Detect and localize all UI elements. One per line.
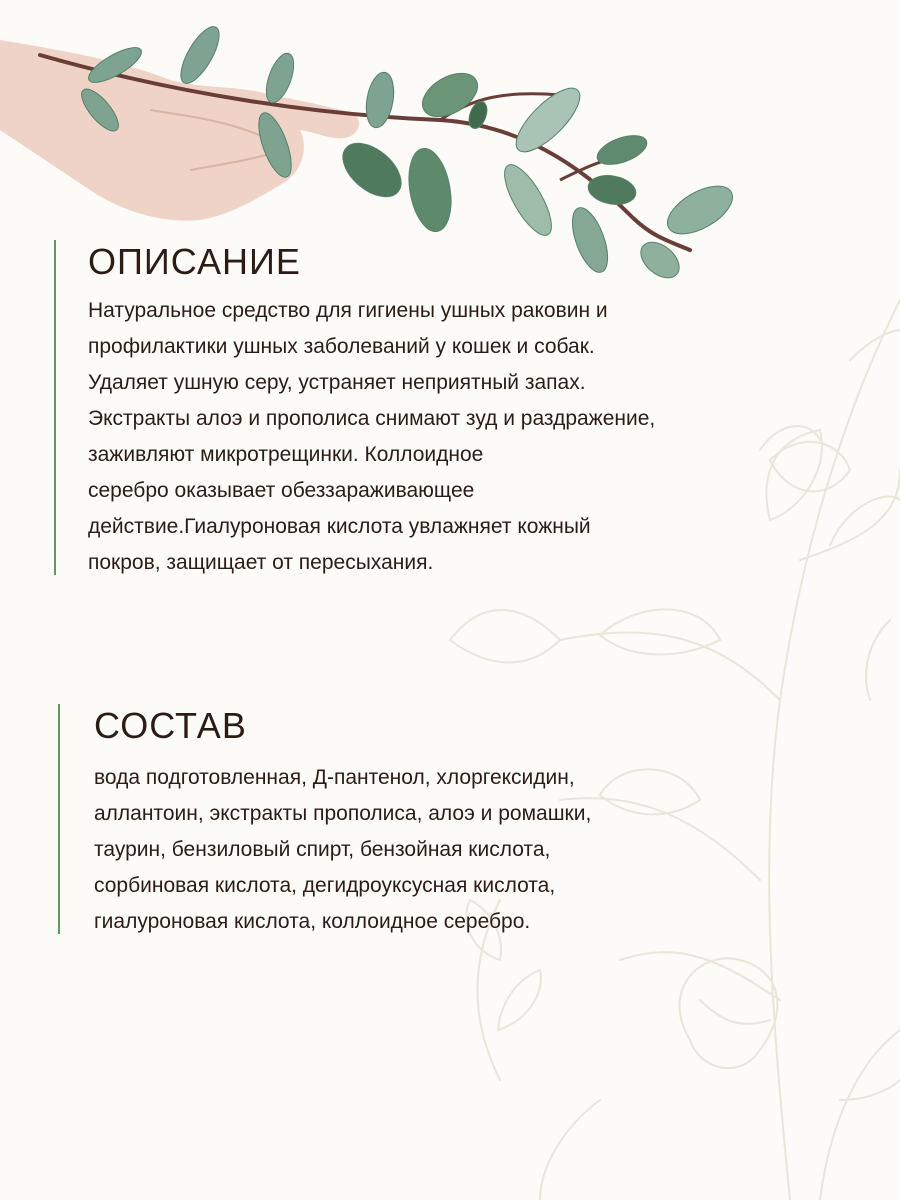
composition-line: сорбиновая кислота, дегидроуксусная кислота, (94, 874, 556, 897)
description-line: профилактики ушных заболеваний у кошек и собак. (88, 335, 595, 358)
composition-text (94, 760, 874, 940)
composition-accent-line (58, 704, 60, 934)
composition-line: гиалуроновая кислота, коллоидное серебро. (94, 910, 531, 933)
description-line: серебро оказывает обеззараживающее (88, 479, 475, 502)
description-line: Удаляет ушную серу, устраняет неприятный запах. (88, 371, 586, 394)
composition-line: аллантоин, экстракты прополиса, алоэ и ромашки, (94, 802, 592, 825)
composition-line: вода подготовленная, Д-пантенол, хлоргексидин, (94, 766, 575, 789)
description-line: Натуральное средство для гигиены ушных раковин и (88, 299, 608, 322)
description-text (88, 293, 878, 581)
composition-heading: СОСТАВ (94, 705, 247, 746)
description-line: заживляют микротрещинки. Коллоидное (88, 443, 484, 466)
description-heading: ОПИСАНИЕ (88, 241, 301, 282)
composition-section (94, 704, 874, 940)
description-accent-line (54, 240, 56, 575)
description-line: действие.Гиалуроновая кислота увлажняет кожный (88, 515, 591, 538)
composition-line: таурин, бензиловый спирт, бензойная кислота, (94, 838, 551, 861)
description-line: Экстракты алоэ и прополиса снимают зуд и раздражение, (88, 407, 656, 430)
description-line: покров, защищает от пересыхания. (88, 551, 434, 574)
description-section (88, 240, 878, 581)
hand-shape (0, 40, 359, 221)
